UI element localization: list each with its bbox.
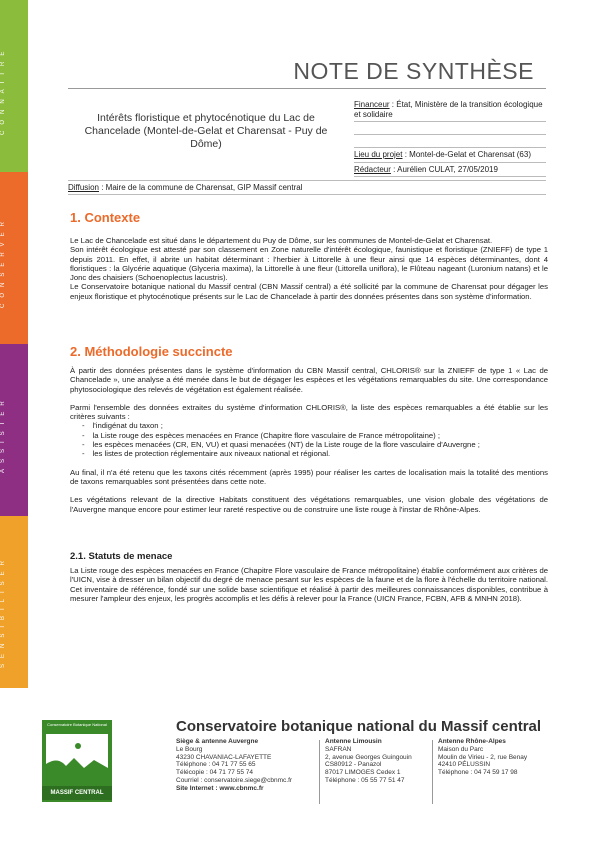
paragraph: Les végétations relevant de la directive Habitats constituent des végétations remarquables, une vision globale des végétations de l'Auvergne manque encore pour estimer leur rareté respective ou de construire une liste rouge à l'instar de Rhône-Alpes. — [70, 495, 548, 514]
footer-line: 2, avenue Georges Guingouin — [325, 753, 412, 761]
page-title: NOTE DE SYNTHÈSE — [293, 58, 534, 84]
subsection-statuts-body — [70, 566, 548, 603]
diffusion-row — [68, 180, 546, 195]
section-heading-methodologie: 2. Méthodologie succincte — [70, 344, 233, 359]
side-band-conserver — [0, 172, 28, 344]
footer-line: Téléphone : 04 74 59 17 98 — [438, 769, 518, 777]
criteria-list — [94, 421, 548, 458]
financeur-label: Financeur — [354, 100, 390, 109]
redacteur-value: : Aurélien CULAT, 27/05/2019 — [390, 164, 498, 174]
footer-line: 87017 LIMOGES Cedex 1 — [325, 769, 401, 777]
blank-row — [354, 135, 546, 148]
footer-line: Le Bourg — [176, 745, 203, 753]
footer-divider — [319, 740, 320, 804]
lieu-label: Lieu du projet — [354, 150, 403, 159]
footer-line: Maison du Parc — [438, 745, 484, 753]
logo-bottom-text: MASSIF CENTRAL — [50, 790, 104, 796]
list-item: - la Liste rouge des espèces menacées en France (Chapitre flore vasculaire de France métropolitaine) ; — [94, 431, 548, 440]
lieu-row — [354, 148, 546, 163]
side-band-label: CONNAÎTRE — [0, 45, 6, 135]
footer-line: 43230 CHAVANIAC-LAFAYETTE — [176, 753, 272, 761]
metadata-block — [354, 98, 546, 177]
paragraph: À partir des données présentes dans le système d'information du CBN Massif central, CHLORIS® sur la ZNIEFF de type 1 « Lac de Chancelade », une analyse a été menée dans le but de dégager les espèces et les végétations remarquables du site. Une correspondance phytosociologique des relevés de végétation est également réalisée. — [70, 366, 548, 394]
footer-line: Téléphone : 05 55 77 51 47 — [325, 776, 405, 784]
section-contexte-body — [70, 236, 548, 301]
organization-name: Conservatoire botanique national du Massif central — [176, 718, 542, 735]
paragraph: Le Conservatoire botanique national du Massif central (CBN Massif central) a été sollicité par la commune de Charensat pour dégager les enjeux floristique et phytocénotique présents sur le Lac de Chancelade à partir des données présentes dans son système d'information. — [70, 282, 548, 301]
financeur-row — [354, 98, 546, 122]
footer-line: Télécopie : 04 71 77 55 74 — [176, 769, 253, 777]
blank-row — [354, 122, 546, 135]
footer-heading: Siège & antenne Auvergne — [176, 738, 259, 745]
footer-limousin — [325, 738, 429, 785]
footer-divider — [432, 740, 433, 804]
footer-line: SAFRAN — [325, 745, 352, 753]
title-divider — [68, 88, 546, 89]
footer-heading: Antenne Rhône-Alpes — [438, 738, 506, 745]
footer-line: Courriel : conservatoire.siege@cbnmc.fr — [176, 776, 293, 784]
side-band-sensibiliser — [0, 516, 28, 688]
list-item: - l'indigénat du taxon ; — [94, 421, 548, 430]
side-band-label: CONSERVER — [0, 216, 6, 308]
financeur-value: : État, Ministère de la transition écologique et solidaire — [354, 100, 543, 119]
section-methodologie-body — [70, 366, 548, 514]
logo-top-text: Conservatoire Botanique National — [47, 722, 107, 727]
side-band-label: ASSISTER — [0, 395, 6, 473]
footer-heading: Antenne Limousin — [325, 738, 382, 745]
document-subject: Intérêts floristique et phytocénotique du Lac de Chancelade (Montel-de-Gelat et Charensat - Puy de Dôme) — [84, 112, 328, 150]
paragraph: Parmi l'ensemble des données extraites du système d'information CHLORIS®, la liste des espèces remarquables a été établie sur les critères suivants : — [70, 402, 548, 422]
list-item: - les listes de protection réglementaire aux niveaux national et régional. — [94, 449, 548, 458]
lieu-value: : Montel-de-Gelat et Charensat (63) — [402, 150, 531, 159]
redacteur-label: Rédacteur — [354, 164, 391, 174]
paragraph: Le Lac de Chancelade est situé dans le département du Puy de Dôme, sur les communes de Montel-de-Gelat et Charensat. — [70, 236, 493, 245]
footer-rhone-alpes — [438, 738, 556, 777]
section-heading-contexte: 1. Contexte — [70, 210, 141, 225]
paragraph: La Liste rouge des espèces menacées en France (Chapitre Flore vasculaire de France métropolitaine) établie conformément aux critères de l'UICN, vise à dresser un bilan objectif du degré de menace pesant sur les espèces de la faune et de la flore à l'échelle du territoire national. Cet inventaire de référence, fondé sur une solide base scientifique et réalisé à partir des meilleures connaissances disponibles, contribue à mesurer l'ampleur des enjeux, les progrès accomplis et les défis à relever pour la France (UICN France, FCBN, AFB & MNHN 2018). — [70, 566, 548, 603]
diffusion-value: : Maire de la commune de Charensat, GIP Massif central — [98, 183, 303, 192]
footer-line: CS80912 - Panazol — [325, 761, 382, 769]
paragraph: Au final, il n'a été retenu que les taxons cités récemment (après 1995) pour réaliser les cartes de localisation mais la totalité des mentions de taxons remarquables sont présentées dans cette note. — [70, 467, 548, 486]
side-band-connaitre — [0, 0, 28, 172]
diffusion-label: Diffusion — [68, 183, 99, 192]
subsection-heading-statuts: 2.1. Statuts de menace — [70, 551, 173, 562]
list-item: - les espèces menacées (CR, EN, VU) et quasi menacées (NT) de la Liste rouge de la flore vasculaire d'Auvergne ; — [94, 440, 548, 449]
footer-line: Moulin de Virieu - 2, rue Benay — [438, 753, 528, 761]
redacteur-row — [354, 163, 546, 178]
footer-line: Site Internet : www.cbnmc.fr — [176, 784, 264, 792]
footer-line: 42410 PÉLUSSIN — [438, 761, 491, 769]
footer-siege — [176, 738, 314, 793]
side-band-assister — [0, 344, 28, 516]
side-band-label: SENSIBILISER — [0, 554, 6, 668]
paragraph: Son intérêt écologique est attesté par son classement en Zone naturelle d'intérêt écologique, faunistique et floristique (ZNIEFF) de type 1 depuis 2011. En effet, il abrite un habitat déterminant : l'herbier à Littorelle à une fleur ainsi que 14 espèces déterminantes, dont 4 floristiques : la Glycérie aquatique (Glyceria maxima), la Littorelle à une fleur (Littorella uniflora), le Flûteau nageant (Luronium natans) et le Jonc des chaisiers (Schoenoplectus lacustris). — [70, 245, 548, 283]
footer-line: Téléphone : 04 71 77 55 65 — [176, 761, 256, 769]
